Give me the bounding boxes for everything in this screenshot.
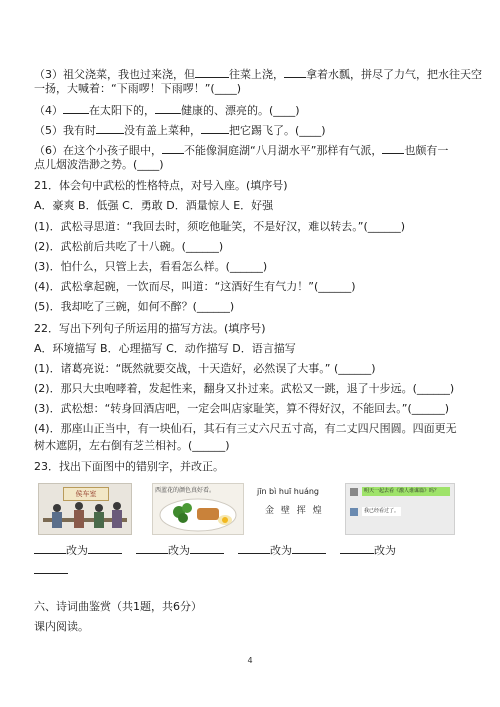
blank[interactable] bbox=[155, 102, 181, 114]
answer-blank[interactable] bbox=[34, 542, 66, 554]
q21-item: (3)．怕什么，只管上去，看看怎么样。(______) bbox=[34, 260, 268, 273]
blank[interactable] bbox=[201, 122, 229, 134]
answer-blank[interactable] bbox=[88, 542, 122, 554]
section6-sub: 课内阅读。 bbox=[34, 620, 89, 633]
q22-item2: (2)．那只大虫咆哮着，发起性来，翻身又扑过来。武松又一跳，退了十步远。(______) bbox=[34, 382, 455, 395]
people-illustration-icon bbox=[39, 484, 131, 534]
blank[interactable] bbox=[63, 102, 89, 114]
blank[interactable] bbox=[96, 122, 124, 134]
q20-item6-line2: 点儿烟波浩渺之势。(____) bbox=[34, 158, 164, 171]
q21-title: 21．体会句中武松的性格特点，对号入座。(填序号) bbox=[34, 179, 288, 192]
q22-title: 22．写出下列句子所运用的描写方法。(填序号) bbox=[34, 322, 266, 335]
pinyin-text: jīn bì huī huáng bbox=[257, 487, 319, 496]
q22-item4-line2: 树木遮阴，左右倒有芝兰相衬。(______) bbox=[34, 439, 230, 452]
q21-item: (1)．武松寻思道：“我回去时，须吃他耻笑，不是好汉，难以转去。”(______) bbox=[34, 220, 406, 233]
q21-item: (5)．我却吃了三碗，如何不醉？(______) bbox=[34, 300, 235, 313]
q20-item5: （5）我有时 没有盖上菜种， 把它踢飞了。(____) bbox=[34, 124, 326, 137]
q20-item4: （4） 在太阳下的， 健康的、漂亮的。(____) bbox=[34, 104, 300, 117]
q20-item6-line1: （6）在这个小孩子眼中， 不能像洞庭湖“八月湖水平”那样有气派， 也颇有一 bbox=[34, 144, 449, 157]
q22-item1: (1)．诸葛亮说：“既然就要交战，十天造好，必然误了大事。” (______) bbox=[34, 362, 376, 375]
picture-pinyin-idiom bbox=[255, 483, 333, 533]
section6-title: 六、诗词曲鉴赏（共1题，共6分） bbox=[34, 600, 202, 613]
chat-bubble-sent: 明天一起去看《激人谁谋篇》吗？ bbox=[362, 487, 450, 496]
q21-item: (4)．武松拿起碗，一饮而尽，叫道：“这酒好生有气力！”(______) bbox=[34, 280, 356, 293]
chat-bubble-reply: 我已经看过了。 bbox=[364, 508, 400, 514]
avatar bbox=[350, 488, 358, 496]
q23-title: 23．找出下面图中的错别字，并改正。 bbox=[34, 460, 224, 473]
q22-item4-line1: (4)．那座山正当中，有一块仙石，其石有三丈六尺五寸高，有二丈四尺围圆。四面更无 bbox=[34, 422, 457, 435]
q20-item3-line2: 一扬，大喊着：“下雨啰！下雨啰！”(____) bbox=[34, 82, 241, 95]
blank[interactable] bbox=[284, 66, 306, 78]
picture-waiting-room bbox=[38, 483, 132, 535]
picture-chat bbox=[345, 483, 455, 535]
answer-blank[interactable] bbox=[238, 542, 270, 554]
food-plate-icon bbox=[153, 484, 243, 534]
answer-blank[interactable] bbox=[34, 562, 68, 574]
blank[interactable] bbox=[382, 142, 404, 154]
avatar bbox=[350, 508, 358, 516]
broccoli-caption: 西蓝花的颜色真好看。 bbox=[155, 487, 216, 494]
answer-blank[interactable] bbox=[190, 542, 224, 554]
page-number: 4 bbox=[247, 656, 253, 665]
q21-options: A．豪爽 B．低强 C．勇敢 D．酒量惊人 E．好强 bbox=[34, 199, 274, 212]
answer-blank[interactable] bbox=[340, 542, 374, 554]
q22-options: A．环境描写 B．心理描写 C．动作描写 D．语言描写 bbox=[34, 342, 296, 355]
q21-item: (2)．武松前后共吃了十八碗。(______) bbox=[34, 240, 224, 253]
waiting-room-sign: 侯车室 bbox=[63, 487, 109, 501]
q22-item3: (3)．武松想：“转身回酒店吧，一定会叫店家耻笑，算不得好汉，不能回去。”(______) bbox=[34, 402, 450, 415]
q23-answers-cont bbox=[34, 562, 474, 578]
idiom-text: 金 壁 挥 煌 bbox=[265, 506, 324, 516]
answer-blank[interactable] bbox=[136, 542, 168, 554]
q20-item3-line1: （3）祖父浇菜，我也过来浇，但 往菜上浇， 拿着水瓢，拼尽了力气，把水往天空 bbox=[34, 68, 482, 81]
answer-blank[interactable] bbox=[292, 542, 326, 554]
blank[interactable] bbox=[195, 66, 229, 78]
blank[interactable] bbox=[162, 142, 184, 154]
q23-answers: 改为 改为 改为 改为 bbox=[34, 542, 474, 558]
picture-broccoli bbox=[152, 483, 244, 535]
